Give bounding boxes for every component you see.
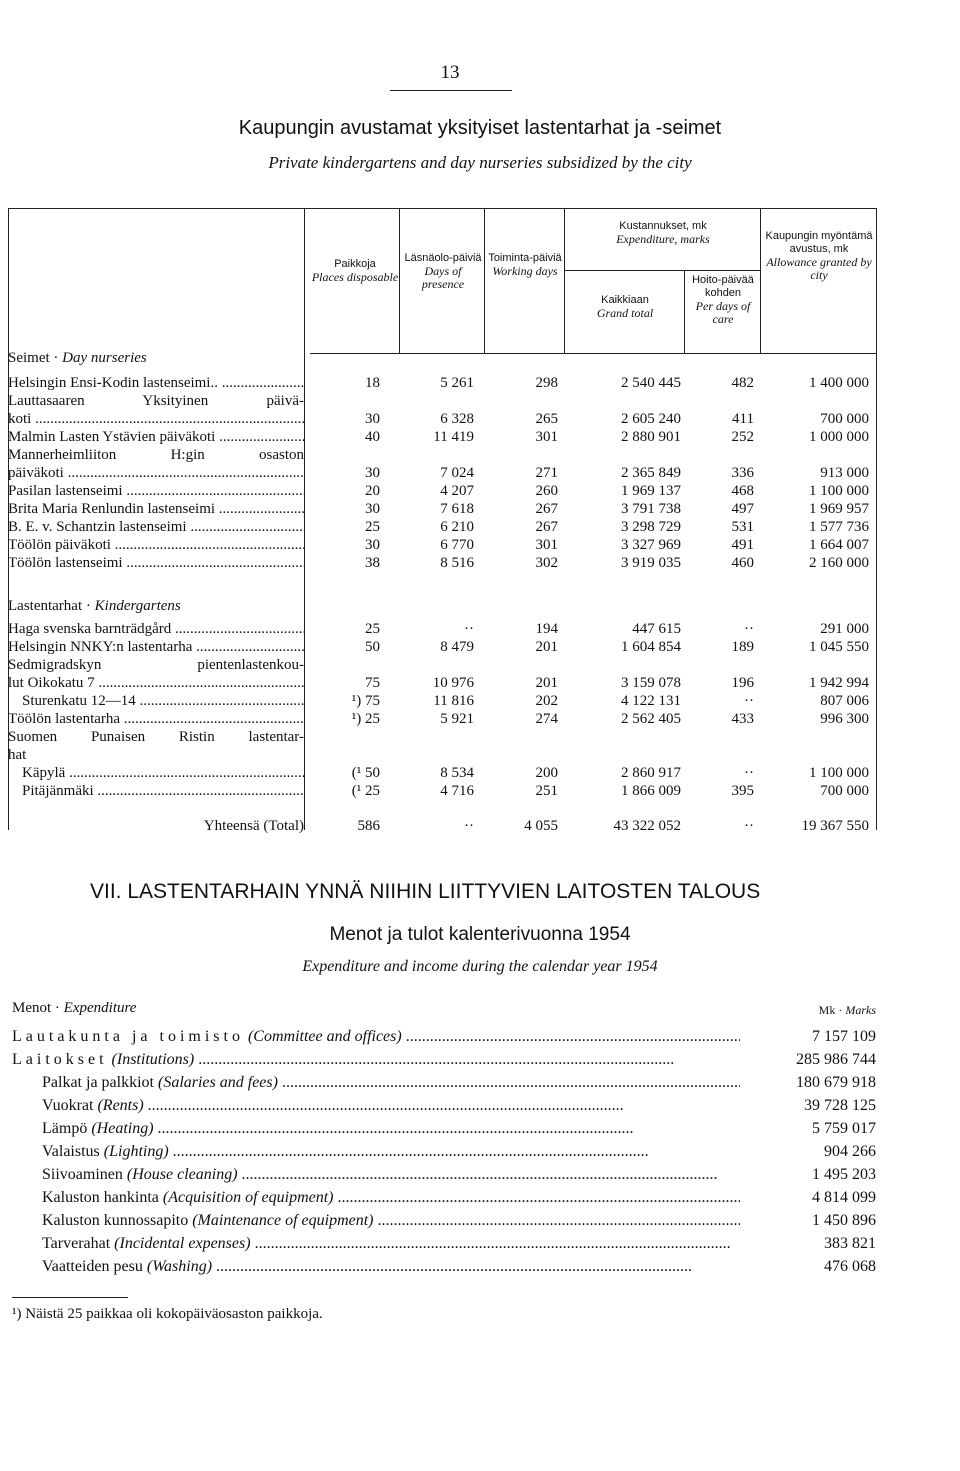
cell: 700 000 xyxy=(820,783,869,799)
row-label: B. E. v. Schantzin lastenseimi ..... xyxy=(8,518,304,536)
expenditure-row xyxy=(12,1255,876,1278)
table-row xyxy=(8,764,876,782)
cell: 4 207 xyxy=(440,483,474,499)
cell: 20 xyxy=(365,483,380,499)
expenditure-value: 285 986 744 xyxy=(740,1048,876,1071)
table-row xyxy=(8,518,876,536)
expenditure-label-fi: Vaatteiden pesu xyxy=(42,1258,143,1275)
cell: 3 919 035 xyxy=(621,555,681,571)
cell: (¹ 50 xyxy=(351,765,380,781)
expenditure-value: 4 814 099 xyxy=(740,1186,876,1209)
table-row xyxy=(8,710,876,728)
cell: 482 xyxy=(731,375,754,391)
cell: 395 xyxy=(731,783,754,799)
cell: 491 xyxy=(731,537,754,553)
header-presence: Läsnäolo-päiviä Days of presence xyxy=(404,252,482,291)
cell: 1 577 736 xyxy=(809,519,869,535)
total-cell: 586 xyxy=(357,818,380,834)
expenditure-label xyxy=(42,1209,762,1232)
expenditure-label xyxy=(42,1094,762,1117)
cell: 252 xyxy=(731,429,754,445)
cell: 1 045 550 xyxy=(809,639,869,655)
total-cell: 19 367 550 xyxy=(801,818,869,834)
expenditure-label-en: (Committee and offices) xyxy=(247,1028,402,1045)
expenditure-value: 1 495 203 xyxy=(740,1163,876,1186)
cell: 1 969 957 xyxy=(809,501,869,517)
cell: 302 xyxy=(535,555,558,571)
total-cell: ·· xyxy=(464,818,474,834)
row-label: Pitäjänmäki ..... xyxy=(8,782,304,800)
total-label: Yhteensä (Total) xyxy=(203,818,304,834)
table-row xyxy=(8,638,876,656)
expenditure-label xyxy=(42,1232,762,1255)
expenditure-label-fi: Palkat ja palkkiot xyxy=(42,1074,154,1091)
expenditure-label-en: (Heating) xyxy=(91,1120,154,1137)
cell: 6 770 xyxy=(440,537,474,553)
table-rule xyxy=(564,208,565,353)
expenditure-label-fi: Laitokset xyxy=(12,1051,108,1068)
table-row xyxy=(8,446,876,464)
expenditure-label-fi: Lämpö xyxy=(42,1120,88,1137)
cell: 433 xyxy=(731,711,754,727)
row-label: Sedmigradskyn pientenlastenkou- xyxy=(8,657,304,673)
section-kindergartens: Lastentarhat · Kindergartens xyxy=(8,598,181,614)
table-row xyxy=(8,428,876,446)
cell: 1 400 000 xyxy=(809,375,869,391)
expenditure-label-en: (Institutions) xyxy=(111,1051,195,1068)
expenditure-value: 7 157 109 xyxy=(740,1025,876,1048)
expenditure-label xyxy=(42,1163,762,1186)
row-label: Lauttasaaren Yksityinen päivä- xyxy=(8,393,304,409)
cell: 196 xyxy=(731,675,754,691)
table-row xyxy=(8,746,876,764)
expenditure-label xyxy=(12,1048,762,1071)
row-label: Brita Maria Renlundin lastenseimi ..... xyxy=(8,500,304,518)
expenditure-label-fi: Siivoaminen xyxy=(42,1166,123,1183)
expenditure-row xyxy=(12,1140,876,1163)
expenditure-row xyxy=(12,1048,876,1071)
row-label: Töölön päiväkoti ..... xyxy=(8,536,304,554)
section-vii-subtitle: Menot ja tulot kalenterivuonna 1954 xyxy=(329,924,631,945)
table-row xyxy=(8,482,876,500)
expenditure-row xyxy=(12,1209,876,1232)
cell: 1 100 000 xyxy=(809,483,869,499)
table-row xyxy=(8,674,876,692)
cell: 202 xyxy=(535,693,558,709)
cell: 700 000 xyxy=(820,411,869,427)
expenditure-row xyxy=(12,1163,876,1186)
cell: 2 860 917 xyxy=(621,765,681,781)
cell: 913 000 xyxy=(820,465,869,481)
cell: 30 xyxy=(365,411,380,427)
expenditure-value: 383 821 xyxy=(740,1232,876,1255)
cell: 2 562 405 xyxy=(621,711,681,727)
cell: ·· xyxy=(464,621,474,637)
cell: 996 300 xyxy=(820,711,869,727)
cell: 1 969 137 xyxy=(621,483,681,499)
row-label: Pasilan lastenseimi ..... xyxy=(8,482,304,500)
expenditure-label-en: (Lighting) xyxy=(103,1143,169,1160)
expenditure-label-en: (Acquisition of equipment) xyxy=(162,1189,334,1206)
expenditure-row xyxy=(12,1071,876,1094)
cell: 411 xyxy=(732,411,754,427)
expenditure-value: 476 068 xyxy=(740,1255,876,1278)
cell: 11 419 xyxy=(433,429,474,445)
expenditure-row xyxy=(12,1117,876,1140)
cell: 468 xyxy=(731,483,754,499)
cell: 30 xyxy=(365,501,380,517)
cell: 3 327 969 xyxy=(621,537,681,553)
expenditure-value: 1 450 896 xyxy=(740,1209,876,1232)
expenditure-label xyxy=(12,1025,762,1048)
cell: 6 328 xyxy=(440,411,474,427)
cell: 5 261 xyxy=(440,375,474,391)
expenditure-label xyxy=(42,1140,762,1163)
cell: 25 xyxy=(365,621,380,637)
cell: 3 159 078 xyxy=(621,675,681,691)
row-label: Sturenkatu 12—14 ..... xyxy=(8,692,304,710)
expenditure-label xyxy=(42,1117,762,1140)
cell: 7 618 xyxy=(440,501,474,517)
table-row xyxy=(8,392,876,410)
cell: 189 xyxy=(731,639,754,655)
row-label: Suomen Punaisen Ristin lastentar- xyxy=(8,729,304,745)
total-row xyxy=(8,817,876,835)
page-title: Kaupungin avustamat yksityiset lastentarhat ja -seimet xyxy=(238,117,722,139)
table-header-rule xyxy=(310,353,876,354)
cell: 200 xyxy=(535,765,558,781)
cell: 4 716 xyxy=(440,783,474,799)
footnote: ¹) Näistä 25 paikkaa oli kokopäiväosaston paikkoja. xyxy=(12,1306,323,1322)
total-cell: 4 055 xyxy=(524,818,558,834)
header-grand-total: Kaikkiaan Grand total xyxy=(596,294,654,320)
cell: 18 xyxy=(365,375,380,391)
table-row xyxy=(8,464,876,482)
cell: ·· xyxy=(744,693,754,709)
footnote-rule xyxy=(12,1297,128,1298)
header-places: Paikkoja Places disposable xyxy=(311,258,399,284)
table-row xyxy=(8,782,876,800)
cell: 2 540 445 xyxy=(621,375,681,391)
table-row xyxy=(8,374,876,392)
table-row xyxy=(8,500,876,518)
total-cell: ·· xyxy=(744,818,754,834)
cell: 6 210 xyxy=(440,519,474,535)
table-row xyxy=(8,536,876,554)
expenditure-label-fi: Vuokrat xyxy=(42,1097,94,1114)
cell: ·· xyxy=(744,765,754,781)
header-per-day: Hoito-päivää kohden Per days of care xyxy=(692,274,754,326)
expenditure-value: 180 679 918 xyxy=(740,1071,876,1094)
row-label: Helsingin NNKY:n lastentarha ..... xyxy=(8,638,304,656)
section-vii-title: VII. LASTENTARHAIN YNNÄ NIIHIN LIITTYVIEN LAITOSTEN TALOUS xyxy=(90,880,761,903)
expenditure-label-fi: Kaluston hankinta xyxy=(42,1189,159,1206)
cell: 447 615 xyxy=(632,621,681,637)
table-rule xyxy=(484,208,485,353)
cell: 807 006 xyxy=(820,693,869,709)
expenditure-heading: Menot · Expenditure xyxy=(12,1000,137,1016)
cell: 301 xyxy=(535,537,558,553)
cell: 25 xyxy=(365,519,380,535)
cell: 3 298 729 xyxy=(621,519,681,535)
cell: 267 xyxy=(535,519,558,535)
row-label: Helsingin Ensi-Kodin lastenseimi.. ..... xyxy=(8,374,304,392)
expenditure-value: 39 728 125 xyxy=(740,1094,876,1117)
cell: 8 516 xyxy=(440,555,474,571)
expenditure-label xyxy=(42,1255,762,1278)
cell: 531 xyxy=(731,519,754,535)
expenditure-label-fi: Kaluston kunnossapito xyxy=(42,1212,189,1229)
cell: 2 365 849 xyxy=(621,465,681,481)
cell: 5 921 xyxy=(440,711,474,727)
page-number-rule xyxy=(390,90,512,91)
expenditure-row xyxy=(12,1232,876,1255)
row-label: lut Oikokatu 7 ..... xyxy=(8,674,304,692)
cell: 265 xyxy=(535,411,558,427)
row-label: Mannerheimliiton H:gin osaston xyxy=(8,447,304,463)
expenditure-label-en: (Incidental expenses) xyxy=(114,1235,251,1252)
cell: ¹) 75 xyxy=(351,693,380,709)
header-expenditure: Kustannukset, mk Expenditure, marks xyxy=(616,220,710,246)
expenditure-label-en: (House cleaning) xyxy=(126,1166,238,1183)
cell: 2 880 901 xyxy=(621,429,681,445)
cell: 460 xyxy=(731,555,754,571)
cell: 267 xyxy=(535,501,558,517)
cell: 10 976 xyxy=(432,675,474,691)
cell: 271 xyxy=(535,465,558,481)
total-cell: 43 322 052 xyxy=(613,818,681,834)
row-label: päiväkoti ..... xyxy=(8,464,304,482)
table-row xyxy=(8,692,876,710)
cell: 75 xyxy=(365,675,380,691)
expenditure-label-en: (Rents) xyxy=(97,1097,144,1114)
row-label: Haga svenska barnträdgård ..... xyxy=(8,620,304,638)
cell: 201 xyxy=(535,675,558,691)
expenditure-row xyxy=(12,1094,876,1117)
cell: 4 122 131 xyxy=(621,693,681,709)
table-rule xyxy=(564,270,760,271)
cell: 336 xyxy=(731,465,754,481)
expenditure-label-en: (Maintenance of equipment) xyxy=(192,1212,374,1229)
expenditure-label xyxy=(42,1186,762,1209)
table-rule xyxy=(876,208,877,830)
cell: 298 xyxy=(535,375,558,391)
expenditure-label-fi: Valaistus xyxy=(42,1143,100,1160)
cell: 1 604 854 xyxy=(621,639,681,655)
table-row xyxy=(8,656,876,674)
cell: (¹ 25 xyxy=(351,783,380,799)
expenditure-label-en: (Washing) xyxy=(146,1258,213,1275)
table-rule xyxy=(760,208,761,353)
cell: 40 xyxy=(365,429,380,445)
cell: 194 xyxy=(535,621,558,637)
cell: 1 664 007 xyxy=(809,537,869,553)
cell: 2 605 240 xyxy=(621,411,681,427)
cell: 291 000 xyxy=(820,621,869,637)
expenditure-label xyxy=(42,1071,762,1094)
expenditure-value: 5 759 017 xyxy=(740,1117,876,1140)
row-label: Töölön lastentarha ..... xyxy=(8,710,304,728)
cell: 274 xyxy=(535,711,558,727)
page-subtitle: Private kindergartens and day nurseries subsidized by the city xyxy=(268,153,692,172)
cell: 11 816 xyxy=(433,693,474,709)
cell: 201 xyxy=(535,639,558,655)
cell: 260 xyxy=(535,483,558,499)
table-rule xyxy=(684,270,685,353)
cell: 7 024 xyxy=(440,465,474,481)
cell: ·· xyxy=(744,621,754,637)
cell: 8 479 xyxy=(440,639,474,655)
cell: 1 866 009 xyxy=(621,783,681,799)
cell: 497 xyxy=(731,501,754,517)
table-top-rule xyxy=(8,208,876,209)
cell: 38 xyxy=(365,555,380,571)
cell: 1 942 994 xyxy=(809,675,869,691)
section-day-nurseries: Seimet · Day nurseries xyxy=(8,350,147,366)
row-label: Malmin Lasten Ystävien päiväkoti ..... xyxy=(8,428,304,446)
cell: 8 534 xyxy=(440,765,474,781)
expenditure-row xyxy=(12,1025,876,1048)
cell: 30 xyxy=(365,537,380,553)
cell: ¹) 25 xyxy=(351,711,380,727)
table-row xyxy=(8,728,876,746)
expenditure-label-fi: Lautakunta ja toimisto xyxy=(12,1028,244,1045)
expenditure-value: 904 266 xyxy=(740,1140,876,1163)
cell: 301 xyxy=(535,429,558,445)
cell: 50 xyxy=(365,639,380,655)
header-working: Toiminta-päiviä Working days xyxy=(488,252,562,278)
row-label: hat xyxy=(8,747,27,763)
table-row xyxy=(8,554,876,572)
expenditure-label-fi: Tarverahat xyxy=(42,1235,111,1252)
cell: 3 791 738 xyxy=(621,501,681,517)
cell: 2 160 000 xyxy=(809,555,869,571)
row-label: Töölön lastenseimi ..... xyxy=(8,554,304,572)
expenditure-label-en: (Salaries and fees) xyxy=(157,1074,278,1091)
unit-heading: Mk · Marks xyxy=(818,1003,876,1017)
section-vii-subtitle-en: Expenditure and income during the calendar year 1954 xyxy=(302,958,658,975)
cell: 1 000 000 xyxy=(809,429,869,445)
cell: 30 xyxy=(365,465,380,481)
cell: 251 xyxy=(535,783,558,799)
cell: 1 100 000 xyxy=(809,765,869,781)
table-row xyxy=(8,620,876,638)
row-label: koti ..... xyxy=(8,410,304,428)
header-allowance: Kaupungin myöntämä avustus, mk Allowance granted by city xyxy=(765,230,873,282)
row-label: Käpylä ..... xyxy=(8,764,304,782)
expenditure-row xyxy=(12,1186,876,1209)
page-number: 13 xyxy=(440,62,460,83)
table-row xyxy=(8,410,876,428)
